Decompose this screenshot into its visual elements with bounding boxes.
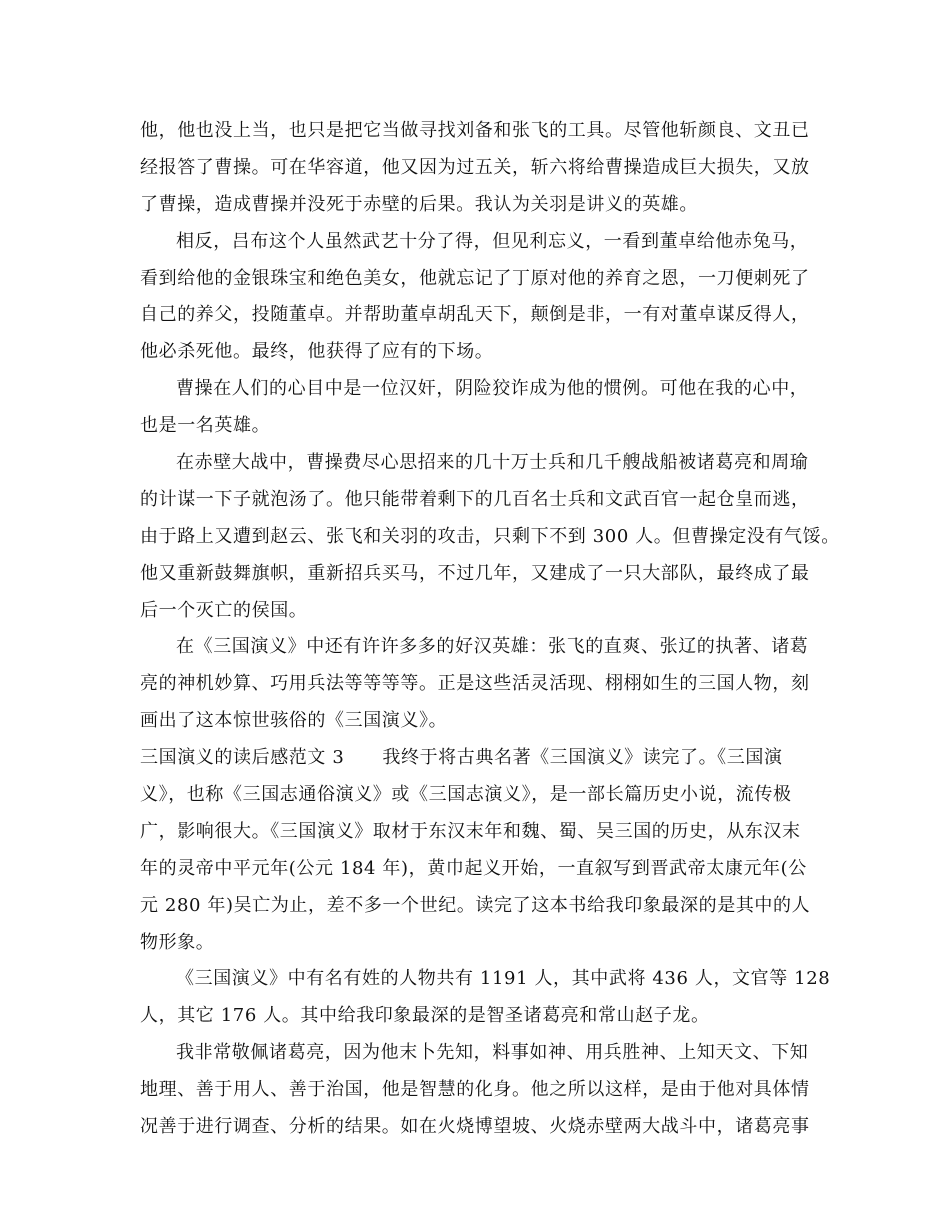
text-line: 义》，也称《三国志通俗演义》或《三国志演义》，是一部长篇历史小说，流传极 [140,784,792,806]
text-line: 他又重新鼓舞旗帜，重新招兵买马，不过几年，又建成了一只大部队，最终成了最 [140,562,810,584]
text-line: 他，他也没上当，也只是把它当做寻找刘备和张飞的工具。尽管他斩颜良、文丑已 [140,120,810,141]
text-line: 看到给他的金银珠宝和绝色美女，他就忘记了丁原对他的养育之恩，一刀便刺死了 [140,267,810,289]
text-line: 亮的神机妙算、巧用兵法等等等等。正是这些活灵活现、栩栩如生的三国人物，刻 [140,673,810,695]
text-line: 他必杀死他。最终，他获得了应有的下场。 [140,341,494,363]
text-line: 画出了这本惊世骇俗的《三国演义》。 [140,710,448,732]
text-line: 自己的养父，投随董卓。并帮助董卓胡乱天下，颠倒是非，一有对董卓谋反得人， [140,304,810,326]
paragraph-start-line: 相反，吕布这个人虽然武艺十分了得，但见利忘义，一看到董卓给他赤兔马， [176,230,809,252]
text-line: 的计谋一下子就泡汤了。他只能带着剩下的几百名士兵和文武百官一起仓皇而逃， [140,488,810,510]
text-line: 况善于进行调查、分析的结果。如在火烧博望坡、火烧赤壁两大战斗中，诸葛亮事 [140,1116,810,1138]
text-run: 我终于将古典名著《三国演义》读完了。《三国演 [382,747,783,769]
text-line: 了曹操，造成曹操并没死于赤壁的后果。我认为关羽是讲义的英雄。 [140,193,698,215]
section-title: 三国演义的读后感范文 3 [140,747,345,769]
text-line: 元 280 年)吴亡为止，差不多一个世纪。读完了这本书给我印象最深的是其中的人 [140,894,811,916]
paragraph-start-line: 我非常敬佩诸葛亮，因为他末卜先知，料事如神、用兵胜神、上知天文、下知 [176,1042,809,1064]
text-line: 后一个灭亡的侯国。 [140,599,308,621]
text-line: 地理、善于用人、善于治国，他是智慧的化身。他之所以这样，是由于他对具体情 [140,1079,810,1101]
text-line: 也是一名英雄。 [140,415,271,437]
text-line: 年的灵帝中平元年(公元 184 年)，黄巾起义开始，一直叙写到晋武帝太康元年(公 [140,857,807,879]
paragraph-start-line: 曹操在人们的心目中是一位汉奸，阴险狡诈成为他的惯例。可他在我的心中， [176,378,809,400]
paragraph-start-line: 在赤壁大战中，曹操费尽心思招来的几十万士兵和几千艘战船被诸葛亮和周瑜 [176,452,809,474]
paragraph-start-line: 在《三国演义》中还有许许多多的好汉英雄：张飞的直爽、张辽的执著、诸葛 [176,636,809,658]
text-line: 广，影响很大。《三国演义》取材于东汉末年和魏、蜀、吴三国的历史，从东汉末 [140,820,801,842]
section-heading-line [140,740,820,777]
text-line: 人，其它 176 人。其中给我印象最深的是智圣诸葛亮和常山赵子龙。 [140,1005,710,1027]
paragraph-start-line: 《三国演义》中有名有姓的人物共有 1191 人，其中武将 436 人，文官等 128 [176,968,831,990]
text-line: 物形象。 [140,931,215,953]
text-line: 由于路上又遭到赵云、张飞和关羽的攻击，只剩下不到 300 人。但曹操定没有气馁。 [140,525,840,547]
document-body [140,113,840,1146]
text-line: 经报答了曹操。可在华容道，他又因为过五关，斩六将给曹操造成巨大损失，又放 [140,156,810,178]
